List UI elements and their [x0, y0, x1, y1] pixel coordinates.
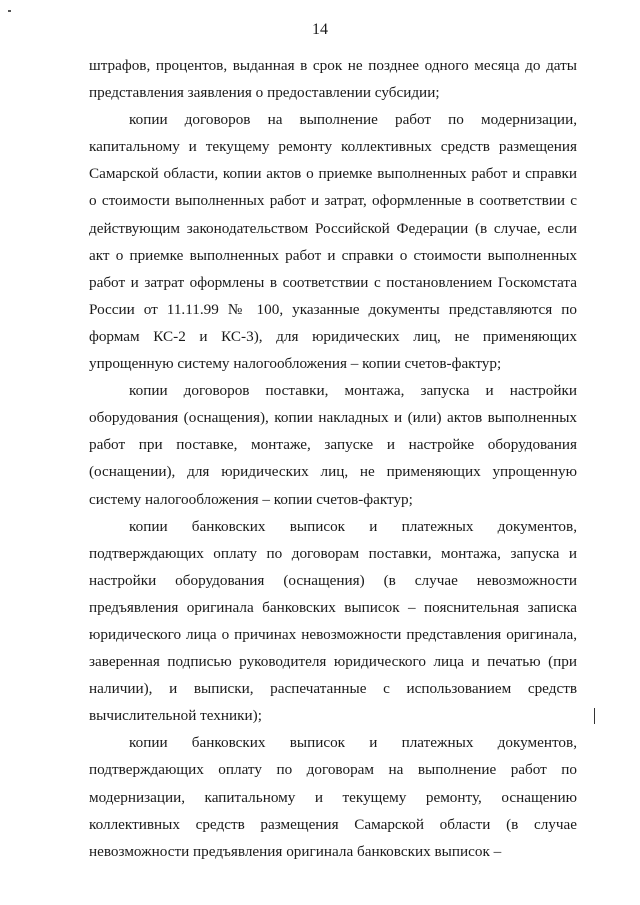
page-number: 14: [312, 21, 328, 38]
paragraph-continuation: штрафов, процентов, выданная в срок не позднее одного месяца до даты представления заявления о предоставлении субсидии;: [89, 57, 577, 102]
paragraph-contracts-works: копии договоров на выполнение работ по модернизации, капитальному и текущему ремонту коллективных средств размещения Самарской области, копии актов о приемке выполненных работ и справки о стоимости выполненных работ и затрат, оформленные в соответствии с действующим законодательством Российской Федерации (в случае, если акт о приемке выполненных работ и справки о стоимости выполненных работ и затрат оформлены в соответствии с постановлением Госкомстата России от 11.11.99 № 100, указанные документы представляются по формам КС-2 и КС-3), для юридических лиц, не применяющих упрощенную систему налогообложения – копии счетов-фактур;: [89, 111, 577, 373]
paragraph-contracts-equipment: копии договоров поставки, монтажа, запуска и настройки оборудования (оснащения), копии накладных и (или) актов выполненных работ при поставке, монтаже, запуске и настройке оборудования (оснащении), для юридических лиц, не применяющих упрощенную систему налогообложения – копии счетов-фактур;: [89, 382, 577, 508]
scan-artifact: [8, 10, 11, 12]
paragraph-bank-statements-equipment: копии банковских выписок и платежных документов, подтверждающих оплату по договорам поставки, монтажа, запуска и настройки оборудования (оснащения) (в случае невозможности предъявления оригинала банковских выписок – пояснительная записка юридического лица о причинах невозможности представления оригинала, заверенная подписью руководителя юридического лица и печатью (при наличии), и выписки, распечатанные с использованием средств вычислительной техники);: [89, 517, 577, 725]
paragraph-bank-statements-works: копии банковских выписок и платежных документов, подтверждающих оплату по договорам на выполнение работ по модернизации, капитальному и текущему ремонту, оснащению коллективных средств размещения Самарской области (в случае невозможности предъявления оригинала банковских выписок –: [89, 734, 577, 860]
scan-artifact: [594, 708, 595, 724]
document-body: [89, 52, 577, 865]
